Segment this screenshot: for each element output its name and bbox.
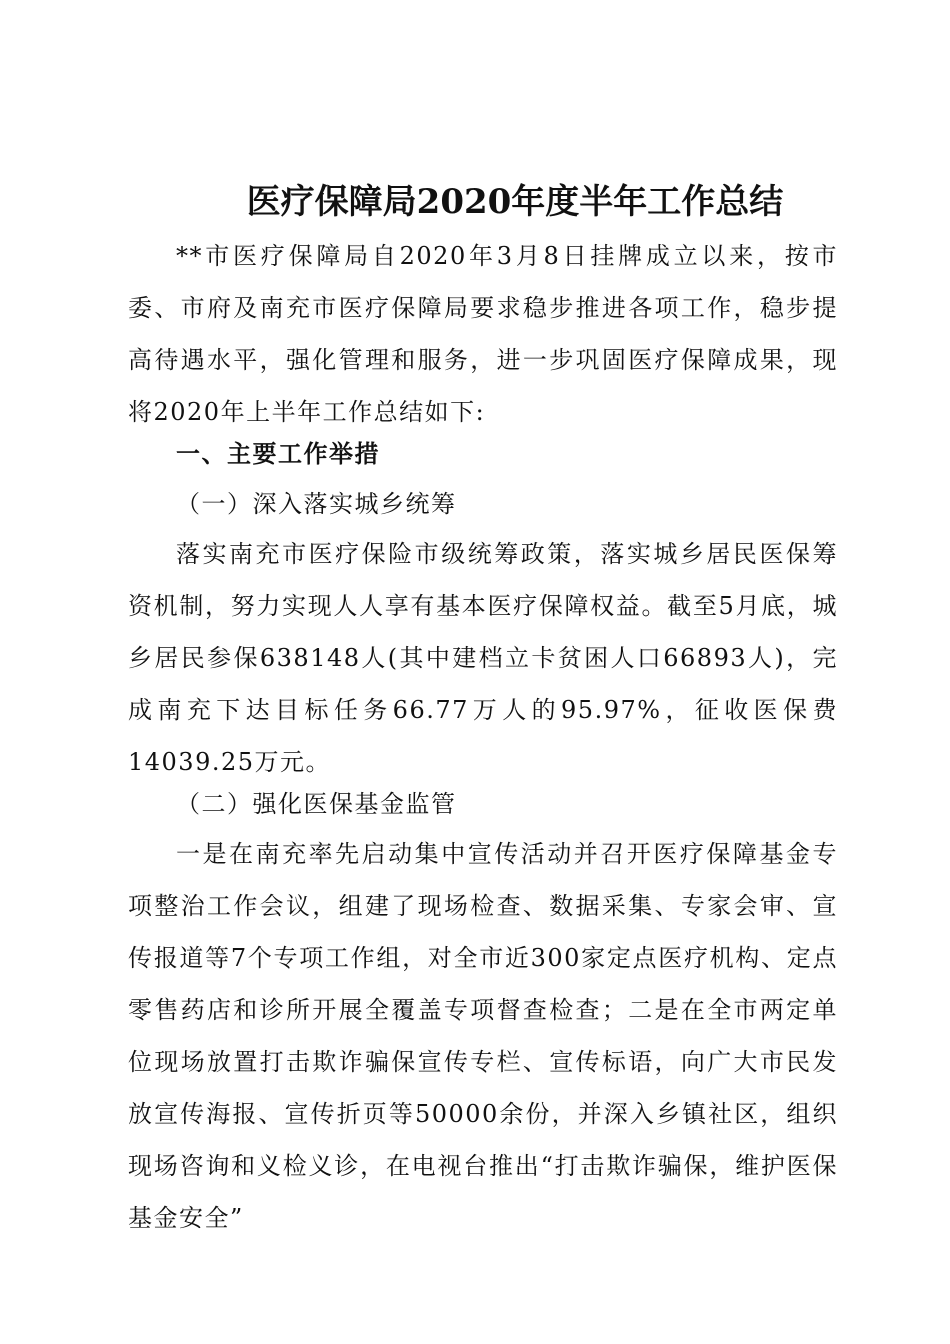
- subsection-paragraph-urban-rural: 落实南充市医疗保险市级统筹政策，落实城乡居民医保筹资机制，努力实现人人享有基本医疗保障权益。截至5月底，城乡居民参保638148人(其中建档立卡贫困人口66893人)，完成南充下达目标任务66.77万人的95.97%，征收医保费14039.25万元。: [128, 540, 838, 776]
- subsection-heading-urban-rural: （一）深入落实城乡统筹: [176, 490, 457, 518]
- document-title: 医疗保障局2020年度半年工作总结: [246, 182, 784, 222]
- section-heading-main-measures: 一、主要工作举措: [176, 440, 380, 468]
- intro-paragraph: **市医疗保障局自2020年3月8日挂牌成立以来，按市委、市府及南充市医疗保障局要求稳步推进各项工作，稳步提高待遇水平，强化管理和服务，进一步巩固医疗保障成果，现将2020年上半年工作总结如下:: [128, 242, 838, 426]
- subsection-heading-fund-supervision: （二）强化医保基金监管: [176, 790, 457, 818]
- subsection-paragraph-fund-supervision: 一是在南充率先启动集中宣传活动并召开医疗保障基金专项整治工作会议，组建了现场检查、数据采集、专家会审、宣传报道等7个专项工作组，对全市近300家定点医疗机构、定点零售药店和诊所开展全覆盖专项督查检查；二是在全市两定单位现场放置打击欺诈骗保宣传专栏、宣传标语，向广大市民发放宣传海报、宣传折页等50000余份，并深入乡镇社区，组织现场咨询和义检义诊，在电视台推出“打击欺诈骗保，维护医保基金安全”: [128, 840, 838, 1232]
